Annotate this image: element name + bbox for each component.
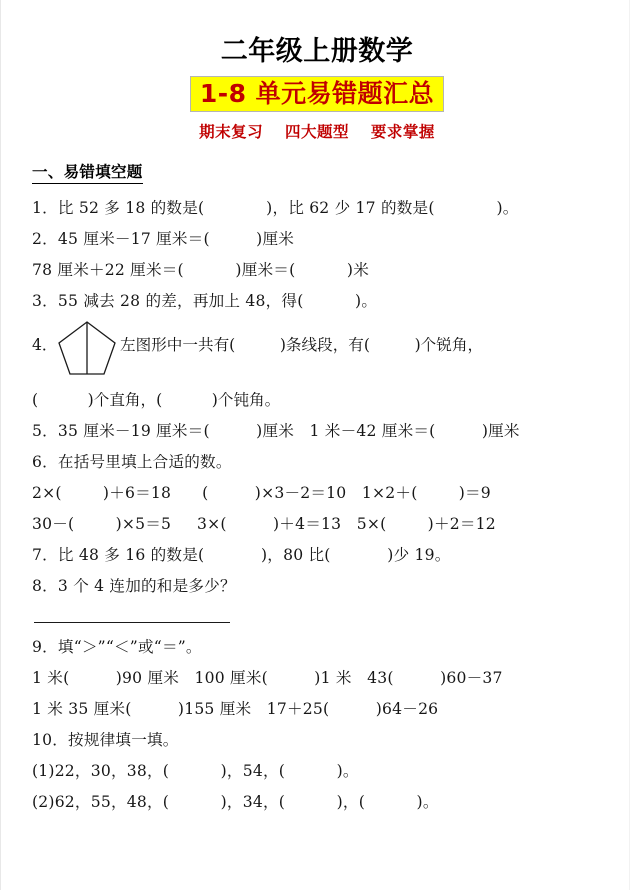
- subtitle-part-2: 四大题型: [284, 122, 349, 142]
- question-2-line-1: 2．45 厘米－17 厘米＝( )厘米: [32, 230, 295, 249]
- highlighted-subject-title: 1-8 单元易错题汇总: [190, 76, 444, 112]
- subtitle-part-3: 要求掌握: [370, 122, 435, 142]
- subtitle-row: [32, 120, 602, 142]
- question-2-line-2: 78 厘米＋22 厘米＝( )厘米＝( )米: [32, 261, 370, 280]
- question-9-title: 9．填“＞”“＜”或“＝”。: [32, 638, 202, 657]
- question-4-number: 4．: [32, 336, 58, 355]
- question-7: 7．比 48 多 16 的数是( )，80 比( )少 19。: [32, 546, 451, 565]
- question-9-line-2: 1 米 35 厘米( )155 厘米 17＋25( )64－26: [32, 700, 439, 719]
- page-title: 二年级上册数学: [220, 36, 414, 67]
- question-10-title: 10．按规律填一填。: [32, 731, 179, 750]
- question-4: [32, 317, 602, 379]
- content-column: [32, 0, 602, 818]
- question-4-line-1: 左图形中一共有( )条线段，有( )个锐角，: [120, 336, 484, 355]
- question-10-line-1: (1)22，30，38，( )，54，( )。: [32, 762, 359, 781]
- question-6-line-1: 2×( )＋6＝18 ( )×3－2＝10 1×2＋( )＝9: [32, 484, 491, 503]
- highlight-title-wrap: [32, 76, 602, 112]
- subtitle-part-1: 期末复习: [199, 122, 264, 142]
- answer-write-line: [34, 622, 230, 623]
- question-5: 5．35 厘米－19 厘米＝( )厘米 1 米－42 厘米＝( )厘米: [32, 422, 520, 441]
- section-heading-wrap: [32, 142, 602, 184]
- question-9-line-1: 1 米( )90 厘米 100 厘米( )1 米 43( )60－37: [32, 669, 503, 688]
- question-4-line-2: ( )个直角，( )个钝角。: [32, 391, 281, 410]
- question-6-line-2: 30－( )×5＝5 3×( )＋4＝13 5×( )＋2＝12: [32, 515, 496, 534]
- section-heading-fill-in-blanks: 一、易错填空题: [32, 160, 143, 184]
- question-3: 3．55 减去 28 的差，再加上 48，得( )。: [32, 292, 378, 311]
- question-10-line-2: (2)62，55，48，( )，34，( )，( )。: [32, 793, 439, 812]
- question-6-title: 6．在括号里填上合适的数。: [32, 453, 232, 472]
- pentagon-icon: [56, 319, 118, 381]
- question-list: [32, 193, 602, 818]
- question-1: 1．比 52 多 18 的数是( )，比 62 少 17 的数是( )。: [32, 199, 519, 218]
- question-8: 8．3 个 4 连加的和是多少？: [32, 577, 236, 596]
